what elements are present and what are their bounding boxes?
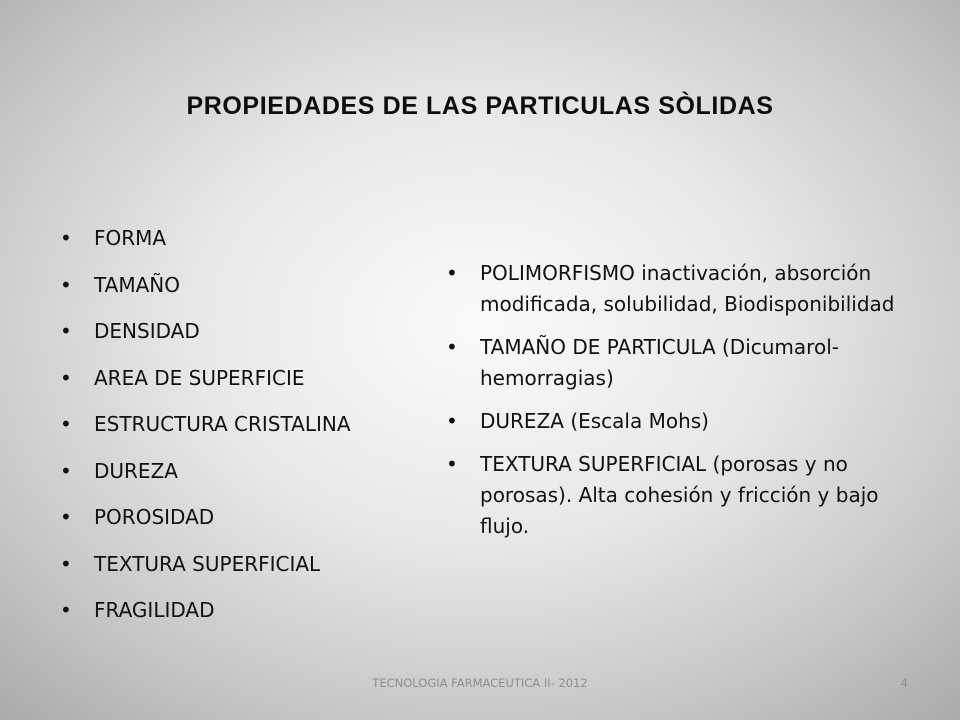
- list-item-text: POROSIDAD: [94, 505, 215, 529]
- list-item: [446, 406, 910, 437]
- right-bullet-list: [446, 258, 910, 554]
- list-item: [60, 223, 434, 253]
- list-item: [60, 316, 434, 346]
- list-item-text: TEXTURA SUPERFICIAL: [94, 551, 321, 576]
- list-item-text: TAMAÑO: [94, 272, 180, 297]
- list-item: [446, 258, 910, 320]
- list-item-text: FRAGILIDAD: [94, 598, 215, 622]
- bullet-icon: •: [60, 505, 72, 529]
- slide-title: PROPIEDADES DE LAS PARTICULAS SÒLIDAS: [186, 92, 774, 120]
- bullet-icon: •: [60, 412, 72, 436]
- page-number: 4: [900, 676, 908, 690]
- list-item-text: DUREZA: [94, 458, 178, 483]
- bullet-icon: •: [60, 226, 72, 250]
- list-item-text: FORMA: [94, 226, 167, 250]
- list-item-text: TAMAÑO DE PARTICULA (Dicumarol-hemorragias): [480, 335, 839, 390]
- list-item: [60, 270, 434, 300]
- bullet-icon: •: [60, 458, 72, 483]
- bullet-icon: •: [60, 598, 72, 622]
- list-item-text: TEXTURA SUPERFICIAL (porosas y no porosas). Alta cohesión y fricción y bajo flujo.: [480, 452, 879, 538]
- bullet-icon: •: [60, 272, 72, 297]
- list-item-text: AREA DE SUPERFICIE: [94, 365, 305, 390]
- bullet-icon: •: [446, 261, 458, 285]
- bullet-icon: •: [446, 409, 458, 433]
- bullet-icon: •: [60, 365, 72, 390]
- list-item-text: ESTRUCTURA CRISTALINA: [94, 412, 351, 436]
- list-item: [60, 595, 434, 625]
- list-item: [60, 456, 434, 486]
- list-item: [446, 332, 910, 394]
- list-item-text: DENSIDAD: [94, 319, 200, 343]
- bullet-icon: •: [446, 335, 458, 359]
- list-item-text: DUREZA (Escala Mohs): [480, 409, 709, 433]
- bullet-icon: •: [60, 551, 72, 576]
- left-bullet-list: [60, 223, 434, 642]
- bullet-icon: •: [60, 319, 72, 343]
- list-item: [60, 549, 434, 579]
- bullet-icon: •: [446, 452, 458, 476]
- slide-footer: TECNOLOGIA FARMACEUTICA II- 2012: [372, 676, 588, 690]
- list-item: [60, 363, 434, 393]
- list-item: [446, 449, 910, 542]
- list-item-text: POLIMORFISMO inactivación, absorción modificada, solubilidad, Biodisponibilidad: [480, 261, 895, 316]
- list-item: [60, 502, 434, 532]
- list-item: [60, 409, 434, 439]
